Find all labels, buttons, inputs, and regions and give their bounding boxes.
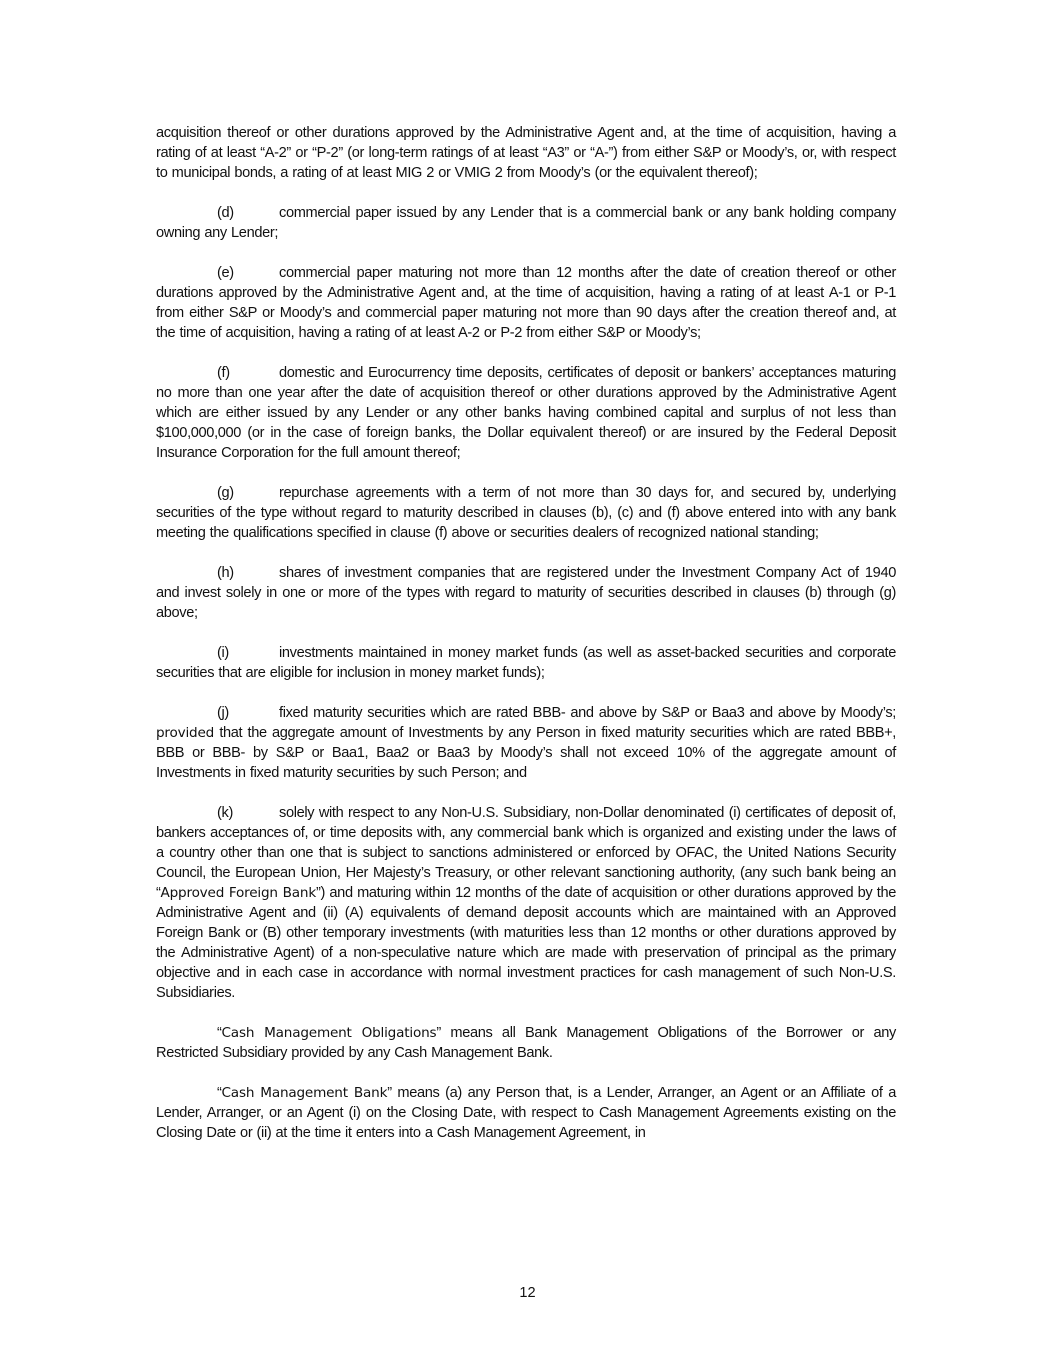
open-quote: “ <box>217 1025 222 1041</box>
defined-term-provided: provided <box>156 725 215 741</box>
clause-label: (j) <box>217 705 229 721</box>
definition-cash-management-obligations <box>156 1023 896 1063</box>
clause-j <box>156 703 896 783</box>
clause-g <box>156 483 896 543</box>
clause-label: (e) <box>217 265 234 281</box>
close-quote: ” <box>387 1085 392 1101</box>
clause-text: shares of investment companies that are registered under the Investment Company Act of 1940 and invest solely in one or more of the types with regard to maturity of securities described in clauses (b) through (g) above; <box>156 565 896 621</box>
clause-h <box>156 563 896 623</box>
clause-text: repurchase agreements with a term of not more than 30 days for, and secured by, underlying securities of the type without regard to maturity described in clauses (b), (c) and (f) above entered into with any bank meeting the qualifications specified in clause (f) above or securities dealers of recognized national standing; <box>156 485 896 541</box>
definition-text: means all Bank Management Obligations of the Borrower or any Restricted Subsidiary provided by any Cash Management Bank. <box>156 1025 896 1061</box>
clause-text: domestic and Eurocurrency time deposits, certificates of deposit or bankers’ acceptances maturing no more than one year after the date of acquisition thereof or other durations approved by the Administrative Agent which are either issued by any Lender or any other banks having combined capital and surplus of not less than $100,000,000 (or in the case of foreign banks, the Dollar equivalent thereof) or are insured by the Federal Deposit Insurance Corporation for the full amount thereof; <box>156 365 896 461</box>
clause-label: (g) <box>217 485 234 501</box>
clause-label: (h) <box>217 565 234 581</box>
clause-text: investments maintained in money market funds (as well as asset-backed securities and corporate securities that are eligible for inclusion in money market funds); <box>156 645 896 681</box>
definition-cash-management-bank <box>156 1083 896 1143</box>
definition-text: means (a) any Person that, is a Lender, Arranger, an Agent or an Affiliate of a Lender, Arranger, or an Agent (i) on the Closing Date, with respect to Cash Management Agreements existing on the Closing Date or (ii) at the time it enters into a Cash Management Agreement, in <box>156 1085 896 1141</box>
clause-label: (d) <box>217 205 234 221</box>
clause-label: (i) <box>217 645 229 661</box>
clause-text-before: fixed maturity securities which are rated BBB- and above by S&P or Baa3 and above by Moody’s; <box>279 705 896 721</box>
clause-text-after: that the aggregate amount of Investments by any Person in fixed maturity securities which are rated BBB+, BBB or BBB- by S&P or Baa1, Baa2 or Baa3 by Moody’s shall not exceed 10% of the aggregate amount of Investments in fixed maturity securities by such Person; and <box>156 725 896 781</box>
clause-k <box>156 803 896 1003</box>
clause-text-after: ”) and maturing within 12 months of the date of acquisition or other durations approved by the Administrative Agent and (ii) (A) equivalents of demand deposit accounts which are maintained with an Approved Foreign Bank or (B) other temporary investments (with maturities less than 12 months or other durations approved by the Administrative Agent) of a non-speculative nature which are made with preservation of principal as the primary objective and in each case in accordance with normal investment practices for cash management of such Non-U.S. Subsidiaries. <box>156 885 896 1001</box>
intro-paragraph <box>156 123 896 183</box>
close-quote: ” <box>436 1025 441 1041</box>
page-number: 12 <box>519 1285 536 1301</box>
defined-term: Cash Management Obligations <box>221 1025 437 1041</box>
intro-text: acquisition thereof or other durations approved by the Administrative Agent and, at the time of acquisition, having a rating of at least “A-2” or “P-2” (or long-term ratings of at least “A3” or “A-”) from either S&P or Moody’s, or, with respect to municipal bonds, a rating of at least MIG 2 or VMIG 2 from Moody’s (or the equivalent thereof); <box>156 125 896 181</box>
clause-text: commercial paper maturing not more than 12 months after the date of creation thereof or other durations approved by the Administrative Agent and, at the time of acquisition, having a rating of at least A-1 or P-1 from either S&P or Moody’s and commercial paper maturing not more than 90 days after the creation thereof and, at the time of acquisition, having a rating of at least A-2 or P-2 from either S&P or Moody’s; <box>156 265 896 341</box>
clause-text: commercial paper issued by any Lender that is a commercial bank or any bank holding company owning any Lender; <box>156 205 896 241</box>
clause-e <box>156 263 896 343</box>
clause-f <box>156 363 896 463</box>
clause-label: (k) <box>217 805 233 821</box>
document-body <box>156 123 896 1163</box>
defined-term: Cash Management Bank <box>221 1085 388 1101</box>
clause-d <box>156 203 896 243</box>
open-quote: “ <box>217 1085 222 1101</box>
defined-term-approved-foreign-bank: Approved Foreign Bank <box>160 885 316 901</box>
clause-text-before: solely with respect to any Non-U.S. Subsidiary, non-Dollar denominated (i) certificates of deposit of, bankers acceptances of, or time deposits with, any commercial bank which is organized and existing under the laws of a country other than one that is subject to sanctions administered or enforced by OFAC, the United Nations Security Council, the European Union, Her Majesty’s Treasury, or other relevant sanctioning authority, (any such bank being an “ <box>156 805 896 901</box>
clause-i <box>156 643 896 683</box>
clause-label: (f) <box>217 365 230 381</box>
